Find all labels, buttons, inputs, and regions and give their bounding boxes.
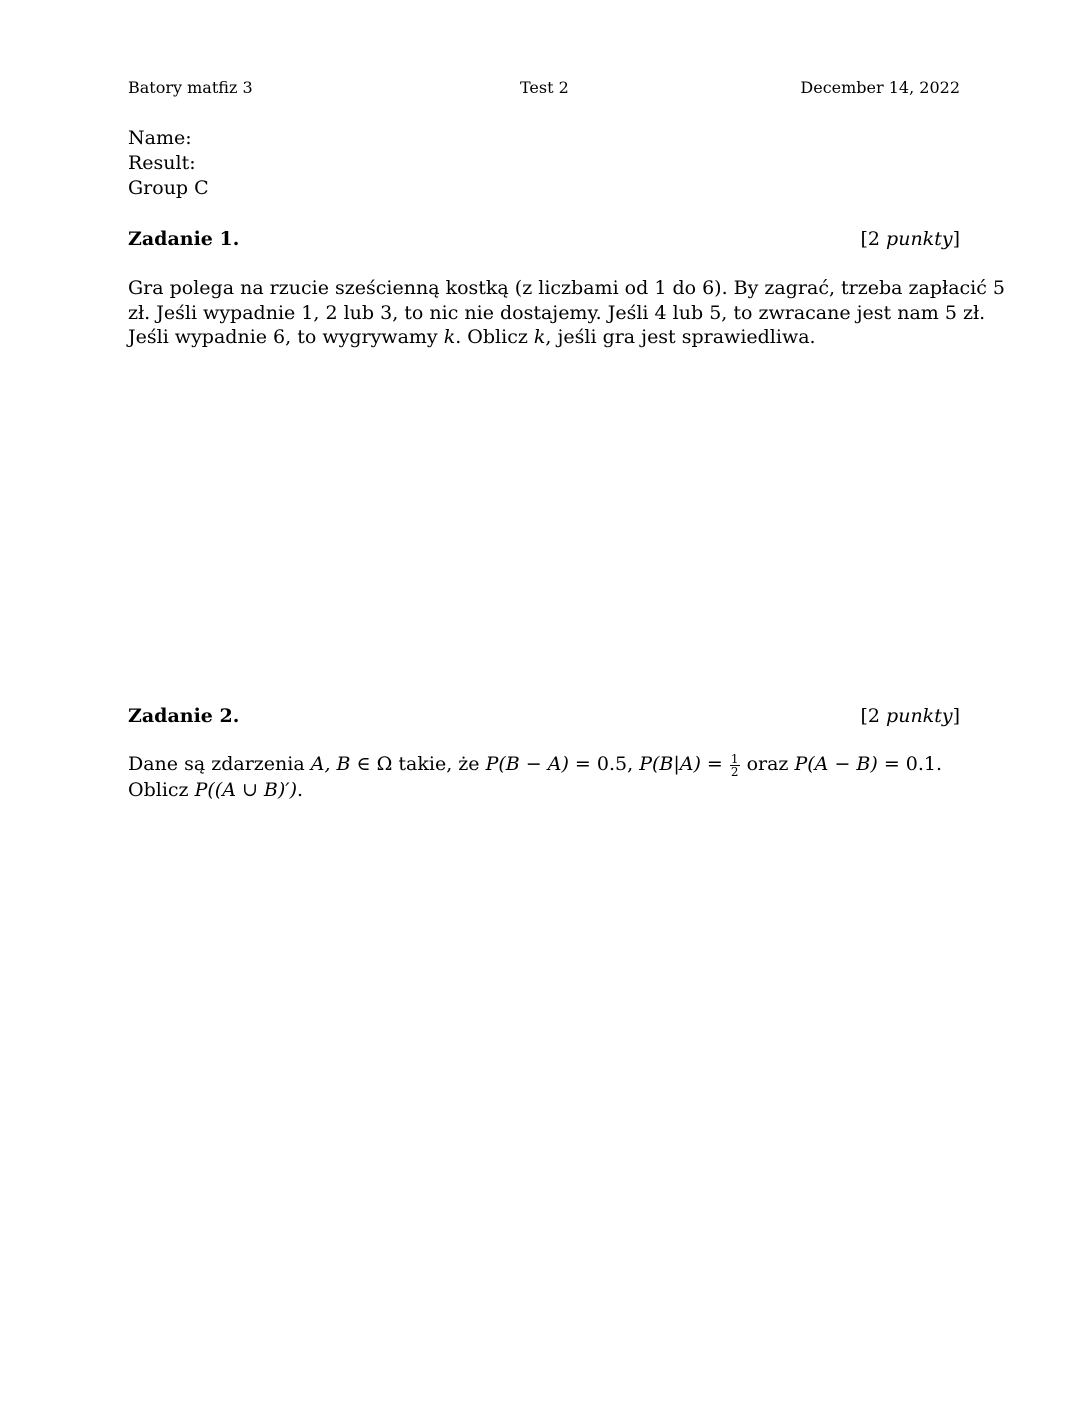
task-1-line: Gra polega na rzucie sześcienną kostką (z liczbami od 1 do 6). By zagrać, trzeba zapłacić 5 bbox=[128, 277, 1006, 299]
task-2-line: Oblicz P((A ∪ B)′). bbox=[128, 778, 304, 801]
fraction-one-half: $\frac{1}{2}$ bbox=[730, 751, 739, 779]
task-1-title: Zadanie 1. bbox=[128, 228, 240, 250]
test-label: Test 2 bbox=[520, 78, 569, 97]
task-2-points: [2 punkty] bbox=[860, 705, 960, 727]
task-1-line: zł. Jeśli wypadnie 1, 2 lub 3, to nic nie dostajemy. Jeśli 4 lub 5, to zwracane jest nam 5 zł. bbox=[128, 301, 986, 324]
name-label: Name: bbox=[128, 127, 192, 149]
task-1-text bbox=[128, 276, 1006, 350]
task-2-header bbox=[128, 703, 960, 729]
result-label: Result: bbox=[128, 152, 196, 174]
page-header bbox=[128, 76, 960, 100]
task-1-header bbox=[128, 226, 960, 252]
group-label: Group C bbox=[128, 177, 209, 199]
task-2-title: Zadanie 2. bbox=[128, 705, 240, 727]
date-label: December 14, 2022 bbox=[800, 78, 960, 97]
task-2-text bbox=[128, 752, 964, 802]
task-2-line: Dane są zdarzenia A, B ∈ Ω takie, że P(B − A) = 0.5, P(B|A) = $\frac{1}{2}$ oraz P(A − B) = 0.1. bbox=[128, 751, 943, 779]
task-1-line: Jeśli wypadnie 6, to wygrywamy k. Oblicz k, jeśli gra jest sprawiedliwa. bbox=[128, 326, 816, 348]
task-1-points: [2 punkty] bbox=[860, 228, 960, 250]
course-label: Batory matfiz 3 bbox=[128, 78, 253, 97]
student-info bbox=[128, 126, 209, 201]
